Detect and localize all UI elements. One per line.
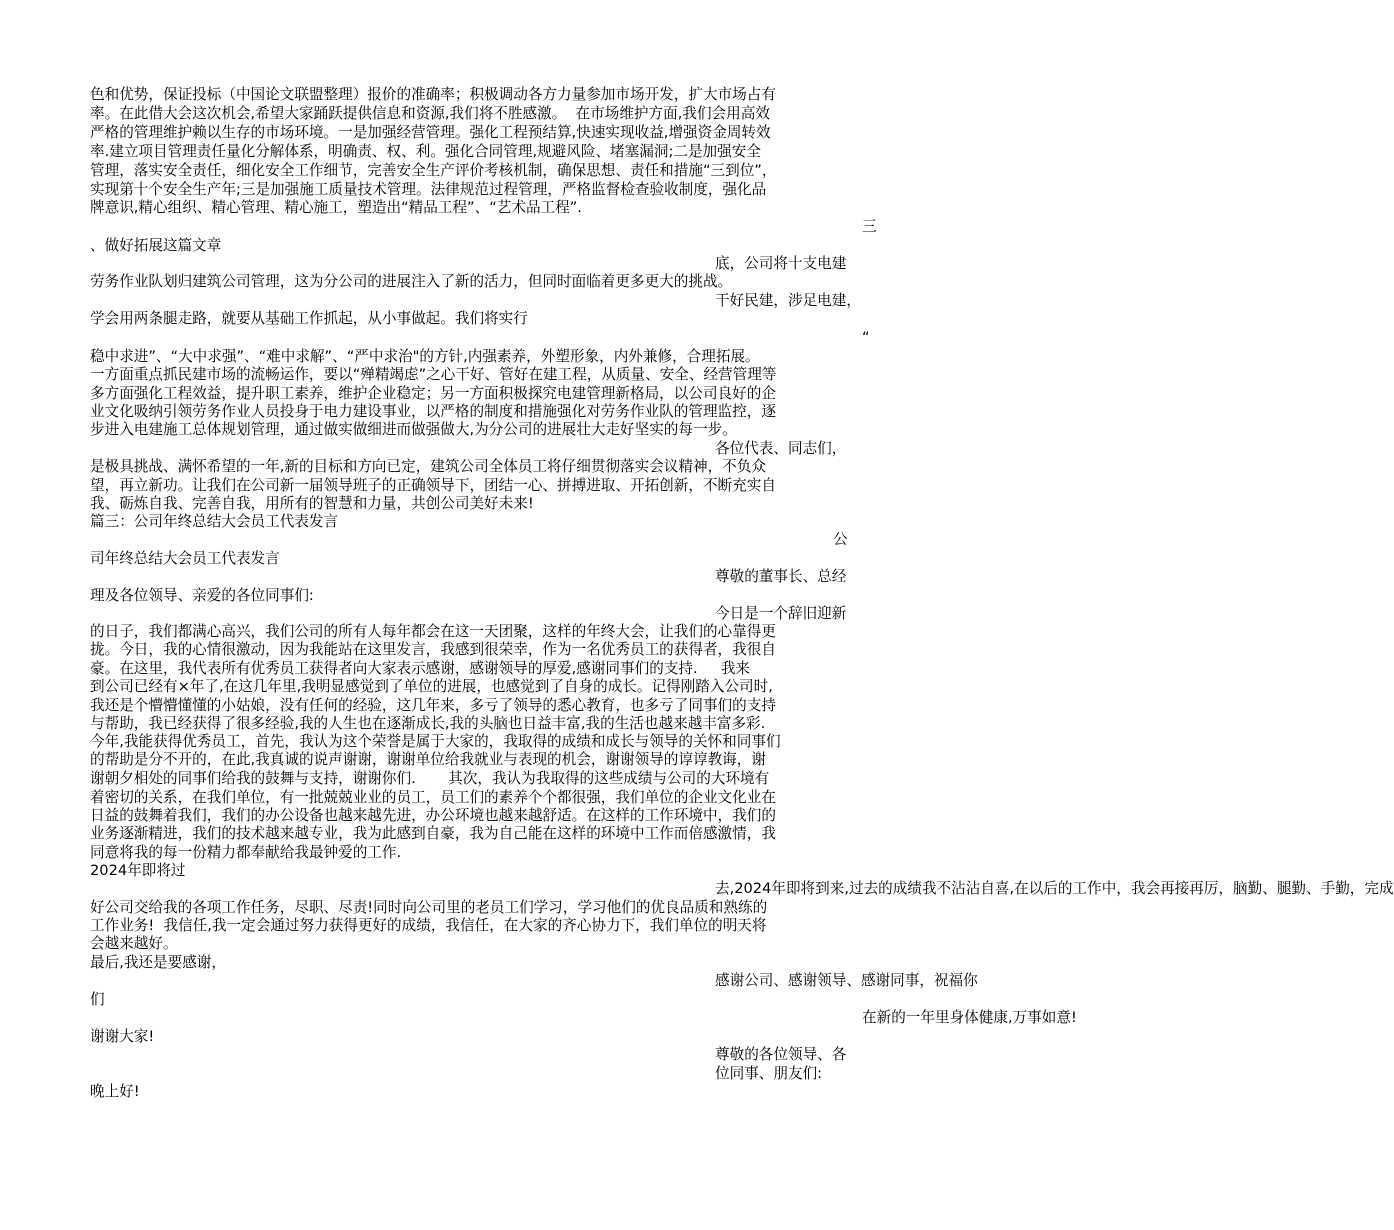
text-line: 是极具挑战、满怀希望的一年,新的目标和方向已定，建筑公司全体员工将仔细贯彻落实会议精神，不负众	[90, 458, 766, 475]
text-line: 司年终总结大会员工代表发言	[90, 550, 280, 567]
text-line: 一方面重点抓民建市场的流畅运作，要以“殚精竭虑”之心干好、管好在建工程，从质量、安全、经营管理等	[90, 366, 777, 383]
text-line: 们	[90, 991, 105, 1008]
text-line: 管理，落实安全责任，细化安全工作细节，完善安全生产评价考核机制，确保思想、责任和措施“三到位”，	[90, 162, 777, 179]
text-line: 同意将我的每一份精力都奉献给我最钟爱的工作.	[90, 844, 402, 861]
text-line: 位同事、朋友们:	[715, 1065, 823, 1082]
text-line: 会越来越好。	[90, 935, 178, 952]
text-line: 好公司交给我的各项工作任务，尽职、尽责!同时向公司里的老员工们学习，学习他们的优良品质和熟练的	[90, 899, 768, 916]
text-line: 工作业务! 我信任,我一定会通过努力获得更好的成绩，我信任，在大家的齐心协力下，我们单位的明天将	[90, 917, 767, 934]
text-line: 劳务作业队划归建筑公司管理，这为分公司的进展注入了新的活力，但同时面临着更多更大的挑战。	[90, 273, 733, 290]
text-line: 今日是一个辞旧迎新	[715, 605, 847, 622]
text-line: 各位代表、同志们，	[715, 440, 847, 457]
text-line: 日益的鼓舞着我们，我们的办公设备也越来越先进，办公环境也越来越舒适。在这样的工作环境中，我们的	[90, 807, 776, 824]
text-line: 的日子，我们都满心高兴，我们公司的所有人每年都会在这一天团聚，这样的年终大会，让我们的心靠得更	[90, 623, 776, 640]
text-line: 色和优势，保证投标（中国论文联盟整理）报价的准确率；积极调动各方力量参加市场开发，扩大市场占有	[90, 86, 776, 103]
text-line: 去,2024年即将到来,过去的成绩我不沾沾自喜,在以后的工作中，我会再接再厉，脑勤、腿勤、手勤，完成	[715, 880, 1394, 897]
text-line: 实现第十个安全生产年;三是加强施工质量技术管理。法律规范过程管理，严格监督检查验收制度，强化品	[90, 181, 767, 198]
text-line: 稳中求进”、“大中求强”、“难中求解”、“严中求治"的方针,内强素养，外塑形象，内外兼修，合理拓展。	[90, 348, 760, 365]
text-line: 谢朝夕相处的同事们给我的鼓舞与支持，谢谢你们. 其次，我认为我取得的这些成绩与公司的大环境有	[90, 770, 770, 787]
text-line: 严格的管理维护赖以生存的市场环境。一是加强经营管理。强化工程预结算,快速实现收益,增强资金周转效	[90, 124, 771, 141]
text-line: 我还是个懵懵懂懂的小姑娘，没有任何的经验，这几年来，多亏了领导的悉心教育，也多亏了同事们的支持	[90, 697, 776, 714]
text-line: 底，公司将十支电建	[715, 255, 847, 272]
text-line: 最后,我还是要感谢，	[90, 954, 226, 971]
text-line: 着密切的关系，在我们单位，有一批兢兢业业的员工，员工们的素养个个都很强，我们单位的企业文化业在	[90, 789, 776, 806]
section-heading: 篇三：公司年终总结大会员工代表发言	[90, 513, 339, 530]
text-line: 三	[862, 218, 877, 235]
text-line: 今年,我能获得优秀员工，首先，我认为这个荣誉是属于大家的，我取得的成绩和成长与领导的关怀和同事们	[90, 733, 781, 750]
text-line: 学会用两条腿走路，就要从基础工作抓起，从小事做起。我们将实行	[90, 310, 528, 327]
text-line: 与帮助，我已经获得了很多经验,我的人生也在逐渐成长,我的头脑也日益丰富,我的生活也越来越丰富多彩.	[90, 715, 766, 732]
text-line: 望，再立新功。让我们在公司新一届领导班子的正确领导下，团结一心、拼搏进取、开拓创新，不断充实自	[90, 477, 776, 494]
text-line: 理及各位领导、亲爱的各位同事们:	[90, 587, 314, 604]
text-line: 2024年即将过	[90, 862, 186, 879]
section-heading: 、做好拓展这篇文章	[90, 237, 222, 254]
text-line: 拢。今日，我的心情很激动，因为我能站在这里发言，我感到很荣幸，作为一名优秀员工的获得者，我很自	[90, 641, 776, 658]
text-line: 率.建立项目管理责任量化分解体系，明确责、权、利。强化合同管理,规避风险、堵塞漏洞;二是加强安全	[90, 143, 761, 160]
text-line: 尊敬的董事长、总经	[715, 568, 847, 585]
text-line: 的帮助是分不开的，在此,我真诚的说声谢谢，谢谢单位给我就业与表现的机会，谢谢领导的谆谆教诲，谢	[90, 751, 766, 768]
text-line: “	[862, 329, 870, 346]
text-line: 率。在此借大会这次机会,希望大家踊跃提供信息和资源,我们将不胜感激。 在市场维护方面,我们会用高效	[90, 105, 770, 122]
text-line: 干好民建，涉足电建，	[715, 292, 861, 309]
text-line: 步进入电建施工总体规划管理，通过做实做细进而做强做大,为分公司的进展壮大走好坚实的每一步。	[90, 421, 737, 438]
text-line: 感谢公司、感谢领导、感谢同事，祝福你	[715, 972, 978, 989]
text-line: 业文化吸纳引领劳务作业人员投身于电力建设事业，以严格的制度和措施强化对劳务作业队的管理监控，逐	[90, 403, 776, 420]
text-line: 业务逐渐精进，我们的技术越来越专业，我为此感到自豪，我为自己能在这样的环境中工作而倍感激情，我	[90, 825, 776, 842]
text-line: 到公司已经有×年了,在这几年里,我明显感觉到了单位的进展，也感觉到了自身的成长。记得刚踏入公司时,	[90, 678, 773, 695]
text-line: 牌意识,精心组织、精心管理、精心施工，塑造出“精品工程”、“艺术品工程”.	[90, 199, 582, 216]
text-line: 豪。在这里，我代表所有优秀员工获得者向大家表示感谢，感谢领导的厚爱,感谢同事们的支持. 我来	[90, 660, 751, 677]
text-line: 公	[833, 531, 848, 548]
text-line: 谢谢大家!	[90, 1028, 155, 1045]
text-line: 我、砺炼自我、完善自我，用所有的智慧和力量，共创公司美好未来!	[90, 495, 534, 512]
text-line: 晚上好!	[90, 1083, 140, 1100]
text-line: 尊敬的各位领导、各	[715, 1046, 847, 1063]
text-line: 在新的一年里身体健康,万事如意!	[862, 1009, 1077, 1026]
text-line: 多方面强化工程效益，提升职工素养，维护企业稳定；另一方面积极探究电建管理新格局，以公司良好的企	[90, 385, 776, 402]
